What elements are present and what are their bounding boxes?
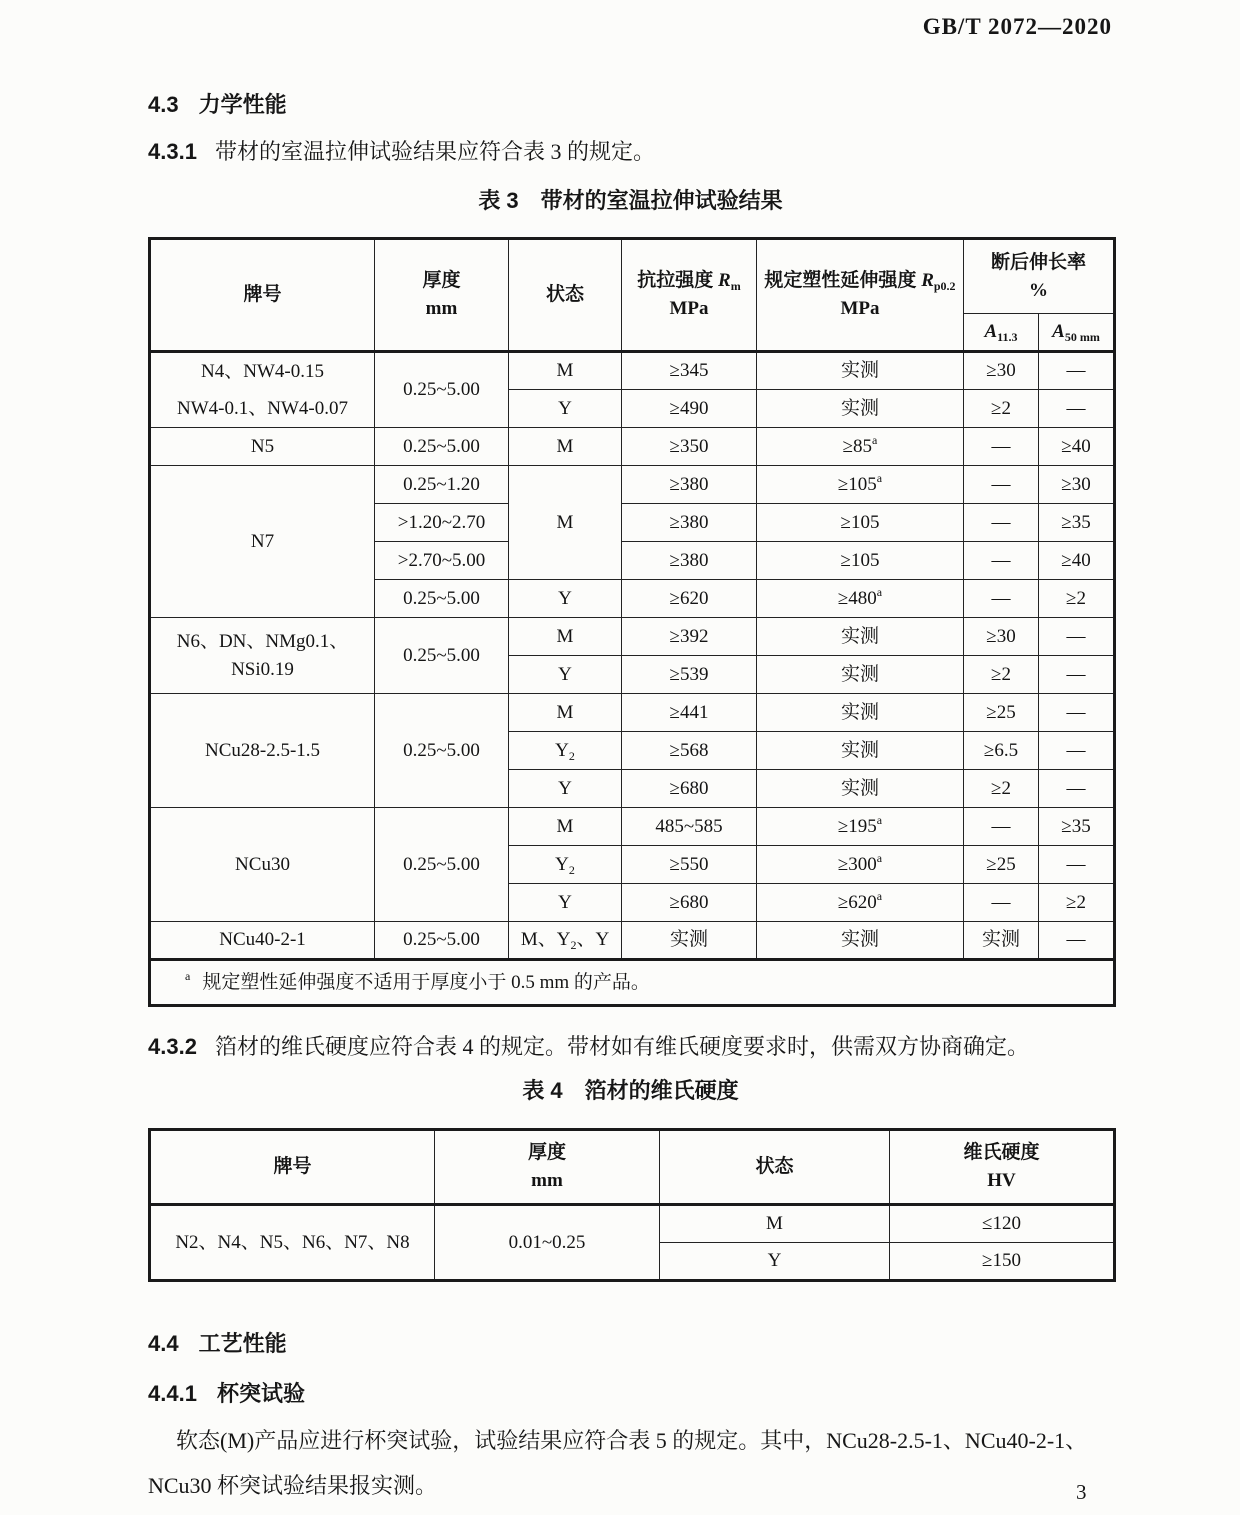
cell-text: — (1066, 625, 1086, 647)
cell-text: ≥490 (669, 397, 709, 419)
thickness-cell (375, 542, 509, 580)
standard-number: GB/T 2072—2020 (922, 14, 1112, 39)
grade-cell (150, 922, 375, 960)
a50-cell (1039, 694, 1115, 732)
cell-text: M (556, 511, 574, 533)
col-header-grade: 牌号 (150, 1130, 435, 1205)
cell-text: 0.25~5.00 (403, 739, 480, 761)
cell-text: 实测 (840, 360, 879, 382)
cell-text: ≥680 (669, 891, 709, 913)
tensile-cell (622, 922, 757, 960)
superscript-note: a (185, 968, 191, 983)
a50-cell (1039, 580, 1115, 618)
thickness-cell (375, 618, 509, 694)
cell-text: NCu40-2-1 (219, 929, 306, 951)
cell-text: ≥2 (991, 777, 1011, 799)
a50-cell (1039, 656, 1115, 694)
cell-text: ≥85 (842, 435, 873, 457)
section-number: 4.3 (148, 92, 179, 117)
cell-text: — (1066, 929, 1086, 951)
hv-cell (890, 1205, 1115, 1243)
cell-text: N6、DN、NMg0.1、NSi0.19 (176, 631, 349, 680)
cell-text: ≥30 (986, 625, 1016, 647)
thickness-cell (375, 694, 509, 808)
tensile-cell (622, 504, 757, 542)
proof-cell (757, 542, 964, 580)
a50-cell (1039, 504, 1115, 542)
table4-caption-title: 箔材的维氏硬度 (584, 1078, 739, 1103)
a50-cell (1039, 390, 1115, 428)
a50-cell (1039, 618, 1115, 656)
section-number: 4.4 (148, 1331, 179, 1356)
cell-text: ≥380 (669, 473, 709, 495)
cell-text: — (1066, 701, 1086, 723)
cell-text: >1.20~2.70 (397, 511, 486, 533)
cell-text: — (1066, 663, 1086, 685)
cell-text: ≥539 (669, 663, 709, 685)
cell-text: 0.25~5.00 (403, 435, 480, 457)
cell-text: — (1066, 360, 1086, 382)
paragraph-line: NCu30 杯突试验结果报实测。 (148, 1473, 438, 1498)
a50-cell (1039, 770, 1115, 808)
cell-text: Y (558, 891, 572, 913)
col-header-a113 (964, 314, 1039, 352)
cell-text: ≥2 (1066, 891, 1086, 913)
cell-text: Y (555, 853, 569, 875)
proof-subscript: p0.2 (933, 279, 956, 294)
cell-text: ≥300 (837, 853, 877, 875)
paragraph-line: 软态(M)产品应进行杯突试验，试验结果应符合表 5 的规定。其中，NCu28-2.5-1、NCu40-2-1、 (176, 1428, 1088, 1453)
state-cell (509, 580, 622, 618)
tensile-cell (622, 884, 757, 922)
tensile-cell (622, 694, 757, 732)
cell-text: ≥195 (837, 815, 877, 837)
cell-text: — (991, 815, 1011, 837)
cell-text: — (991, 587, 1011, 609)
cell-text: 0.25~5.00 (403, 587, 480, 609)
proof-cell (757, 580, 964, 618)
cell-text: ≥380 (669, 511, 709, 533)
a113-cell (964, 352, 1039, 390)
tensile-cell (622, 732, 757, 770)
a113-cell (964, 618, 1039, 656)
table-row (150, 466, 1115, 504)
clause-4-3-2 (148, 1030, 1148, 1061)
grade-cell (150, 466, 375, 618)
state-cell (509, 694, 622, 732)
state-cell (509, 466, 622, 580)
cell-text: M (556, 360, 574, 382)
a113-cell (964, 846, 1039, 884)
section-title: 杯突试验 (216, 1381, 305, 1406)
col-header-proof (757, 239, 964, 352)
cell-text: Y (767, 1250, 782, 1272)
hardness-label: 维氏硬度 (963, 1142, 1040, 1164)
cell-text: N4、NW4-0.15 (201, 361, 324, 382)
cell-text: ≥568 (669, 739, 709, 761)
page-number: 3 (1076, 1480, 1087, 1504)
cell-text: ≥40 (1061, 549, 1091, 571)
cell-text: 实测 (669, 929, 708, 951)
cell-text: ≥2 (1066, 587, 1086, 609)
col-header-thickness (435, 1130, 660, 1205)
cell-text: ≥680 (669, 777, 709, 799)
thickness-label: 厚度 (422, 270, 461, 292)
proof-unit: MPa (840, 298, 880, 319)
table3-footnote-row (150, 960, 1115, 1006)
cell-text: 实测 (840, 625, 879, 647)
cell-text: NW4-0.1、NW4-0.07 (177, 398, 348, 420)
a50-cell (1039, 884, 1115, 922)
col-header-a50 (1039, 314, 1115, 352)
tensile-cell (622, 618, 757, 656)
state-cell (509, 732, 622, 770)
superscript-note: a (876, 812, 883, 827)
tensile-label: 抗拉强度 (637, 270, 719, 292)
cell-text: ≥6.5 (983, 739, 1019, 761)
hv-cell (890, 1243, 1115, 1281)
table3-caption-label: 表 3 (478, 188, 519, 213)
proof-cell (757, 732, 964, 770)
grade-cell (150, 808, 375, 922)
a113-cell (964, 466, 1039, 504)
proof-cell (757, 922, 964, 960)
cell-text: — (1066, 739, 1086, 761)
table3-caption-title: 带材的室温拉伸试验结果 (540, 188, 783, 213)
cell-text: ≥25 (986, 853, 1016, 875)
cell-text: ≥345 (669, 360, 709, 382)
cell-text: 实测 (840, 929, 879, 951)
cell-text: ≥2 (991, 663, 1011, 685)
section-4-4-1-heading (148, 1377, 305, 1408)
proof-cell (757, 428, 964, 466)
state-cell (509, 846, 622, 884)
cell-text: ≥480 (837, 587, 877, 609)
col-header-hardness (890, 1130, 1115, 1205)
tensile-cell (622, 542, 757, 580)
section-title: 力学性能 (198, 92, 287, 117)
grade-cell (150, 694, 375, 808)
proof-symbol: R (921, 270, 934, 292)
a113-cell (964, 390, 1039, 428)
table-row (150, 808, 1115, 846)
cell-text: ≥30 (986, 360, 1016, 382)
a113-cell (964, 922, 1039, 960)
tensile-cell (622, 656, 757, 694)
table-row (150, 694, 1115, 732)
tensile-cell (622, 808, 757, 846)
a113-cell (964, 428, 1039, 466)
a113-cell (964, 656, 1039, 694)
tensile-cell (622, 580, 757, 618)
section-title: 工艺性能 (198, 1331, 287, 1356)
superscript-note: a (876, 850, 883, 865)
proof-cell (757, 770, 964, 808)
cell-text: Y (558, 397, 572, 419)
state-cell (509, 884, 622, 922)
thickness-unit: mm (425, 298, 458, 319)
section-4-4-heading (148, 1327, 287, 1358)
grade-cell (150, 352, 375, 428)
a50-cell (1039, 542, 1115, 580)
a50-cell (1039, 352, 1115, 390)
cell-text: 实测 (840, 739, 879, 761)
cell-text: 实测 (840, 663, 879, 685)
subscript: 2 (570, 938, 577, 953)
cell-text: ≥35 (1061, 511, 1091, 533)
cell-text: — (991, 473, 1011, 495)
a113-cell (964, 580, 1039, 618)
state-cell (509, 352, 622, 390)
cell-text: 、Y (576, 929, 610, 951)
cell-text: ≥40 (1061, 435, 1091, 457)
a113-cell (964, 884, 1039, 922)
col-header-state: 状态 (660, 1130, 890, 1205)
tensile-subscript: m (730, 279, 741, 294)
a113-cell (964, 808, 1039, 846)
grade-cell (150, 428, 375, 466)
tensile-cell (622, 428, 757, 466)
thickness-cell (375, 352, 509, 428)
cell-text: 0.25~5.00 (403, 929, 480, 951)
proof-cell (757, 808, 964, 846)
hardness-unit: HV (987, 1170, 1016, 1191)
proof-cell (757, 466, 964, 504)
cell-text: ≥620 (837, 891, 877, 913)
cell-text: ≥441 (669, 701, 709, 723)
cell-text: 0.25~5.00 (403, 379, 480, 401)
grade-cell (150, 1205, 435, 1281)
table3-header-row-1 (150, 239, 1115, 314)
a50-symbol: A (1052, 321, 1065, 343)
cell-text: — (1066, 853, 1086, 875)
cell-text: ≥25 (986, 701, 1016, 723)
table-row (150, 428, 1115, 466)
tensile-symbol: R (718, 270, 731, 292)
proof-cell (757, 618, 964, 656)
a113-cell (964, 770, 1039, 808)
state-cell (509, 656, 622, 694)
proof-cell (757, 656, 964, 694)
a50-cell (1039, 466, 1115, 504)
proof-cell (757, 884, 964, 922)
thickness-label: 厚度 (527, 1142, 566, 1164)
proof-cell (757, 352, 964, 390)
proof-label: 规定塑性延伸强度 (764, 270, 922, 292)
cell-text: — (991, 891, 1011, 913)
table4-caption (148, 1074, 1113, 1105)
clause-number: 4.3.2 (148, 1034, 197, 1059)
cell-text: >2.70~5.00 (397, 549, 486, 571)
tensile-cell (622, 466, 757, 504)
cell-text: 0.25~5.00 (403, 853, 480, 875)
thickness-cell (375, 504, 509, 542)
table4-caption-label: 表 4 (522, 1078, 563, 1103)
table-row (150, 618, 1115, 656)
table3-tensile-results (148, 237, 1116, 1007)
superscript-note: a (876, 584, 883, 599)
section-number: 4.4.1 (148, 1381, 197, 1406)
elongation-unit: % (1029, 279, 1048, 301)
tensile-cell (622, 390, 757, 428)
cell-text: 0.01~0.25 (508, 1231, 586, 1253)
cell-text: N7 (250, 530, 275, 552)
cell-text: M (556, 435, 574, 457)
tensile-cell (622, 846, 757, 884)
tensile-cell (622, 352, 757, 390)
state-cell (509, 770, 622, 808)
cell-text: ≥35 (1061, 815, 1091, 837)
a113-cell (964, 542, 1039, 580)
state-cell (660, 1243, 890, 1281)
cell-text: M (766, 1213, 783, 1235)
cell-text: ≥392 (669, 625, 709, 647)
thickness-cell (375, 428, 509, 466)
a113-symbol: A (984, 321, 998, 343)
cell-text: N2、N4、N5、N6、N7、N8 (175, 1231, 410, 1253)
superscript-note: a (876, 470, 883, 485)
proof-cell (757, 390, 964, 428)
table4-vickers-hardness (148, 1128, 1116, 1282)
tensile-cell (622, 770, 757, 808)
cell-text: M、Y (520, 929, 571, 951)
subscript: 2 (568, 862, 575, 877)
elongation-label: 断后伸长率 (991, 251, 1087, 273)
cell-text: 实测 (840, 701, 879, 723)
grade-cell (150, 618, 375, 694)
a113-subscript: 11.3 (997, 330, 1018, 345)
state-cell (509, 390, 622, 428)
a50-subscript: 50 mm (1064, 330, 1100, 345)
cell-text: ≥380 (669, 549, 709, 571)
cell-text: ≥150 (982, 1250, 1021, 1272)
cell-text: ≥105 (837, 473, 877, 495)
table-row (150, 352, 1115, 390)
cell-text: NCu28-2.5-1.5 (204, 739, 321, 761)
cell-text: ≤120 (982, 1213, 1021, 1235)
cell-text: ≥30 (1061, 473, 1091, 495)
cell-text: ≥550 (669, 853, 709, 875)
state-cell (509, 922, 622, 960)
cell-text: — (1066, 777, 1086, 799)
a50-cell (1039, 428, 1115, 466)
col-header-state: 状态 (509, 239, 622, 352)
a50-cell (1039, 808, 1115, 846)
a113-cell (964, 732, 1039, 770)
cell-text: Y (555, 739, 569, 761)
col-header-thickness (375, 239, 509, 352)
cell-text: N5 (250, 435, 275, 457)
table3-footnote (150, 960, 1115, 1006)
thickness-cell (375, 580, 509, 618)
thickness-cell (435, 1205, 660, 1281)
cell-text: 0.25~5.00 (403, 644, 480, 666)
cell-text: ≥620 (669, 587, 709, 609)
state-cell (509, 428, 622, 466)
col-header-grade: 牌号 (150, 239, 375, 352)
cell-text: ≥105 (840, 511, 880, 533)
cell-text: 规定塑性延伸强度不适用于厚度小于 0.5 mm 的产品。 (202, 971, 650, 993)
col-header-elongation (964, 239, 1115, 314)
cell-text: ≥350 (669, 435, 709, 457)
clause-text: 箔材的维氏硬度应符合表 4 的规定。带材如有维氏硬度要求时，供需双方协商确定。 (214, 1034, 1029, 1059)
cell-text: M (556, 625, 574, 647)
superscript-note: a (876, 888, 883, 903)
table3-caption (148, 184, 1113, 215)
cell-text: Y (558, 663, 572, 685)
cell-text: 485~585 (655, 815, 723, 837)
cell-text: 0.25~1.20 (403, 473, 480, 495)
cell-text: NCu30 (235, 853, 290, 875)
thickness-cell (375, 466, 509, 504)
superscript-note: a (872, 432, 878, 447)
proof-cell (757, 694, 964, 732)
subscript: 2 (568, 748, 575, 763)
a50-cell (1039, 922, 1115, 960)
cell-text: Y (558, 777, 572, 799)
cell-text: 实测 (840, 397, 879, 419)
clause-number: 4.3.1 (148, 139, 197, 164)
cell-text: — (991, 435, 1011, 457)
table-row (150, 1205, 1115, 1243)
a50-cell (1039, 732, 1115, 770)
thickness-unit: mm (531, 1170, 563, 1191)
tensile-unit: MPa (669, 298, 709, 319)
cell-text: Y (558, 587, 572, 609)
paragraph-cupping-test (148, 1418, 1116, 1508)
table4-header-row (150, 1130, 1115, 1205)
thickness-cell (375, 922, 509, 960)
cell-text: — (1066, 397, 1086, 419)
proof-cell (757, 504, 964, 542)
proof-cell (757, 846, 964, 884)
a113-cell (964, 694, 1039, 732)
cell-text: M (556, 815, 574, 837)
a50-cell (1039, 846, 1115, 884)
cell-text: 实测 (840, 777, 879, 799)
state-cell (509, 808, 622, 846)
a113-cell (964, 504, 1039, 542)
cell-text: M (556, 701, 574, 723)
table-row (150, 922, 1115, 960)
col-header-tensile (622, 239, 757, 352)
cell-text: — (991, 549, 1011, 571)
state-cell (509, 618, 622, 656)
clause-text: 带材的室温拉伸试验结果应符合表 3 的规定。 (214, 139, 655, 164)
state-cell (660, 1205, 890, 1243)
cell-text: — (991, 511, 1011, 533)
cell-text: ≥105 (840, 549, 880, 571)
section-4-3-heading (148, 88, 287, 119)
clause-4-3-1 (148, 135, 1148, 166)
cell-text: 实测 (981, 929, 1020, 951)
cell-text: ≥2 (991, 397, 1011, 419)
thickness-cell (375, 808, 509, 922)
